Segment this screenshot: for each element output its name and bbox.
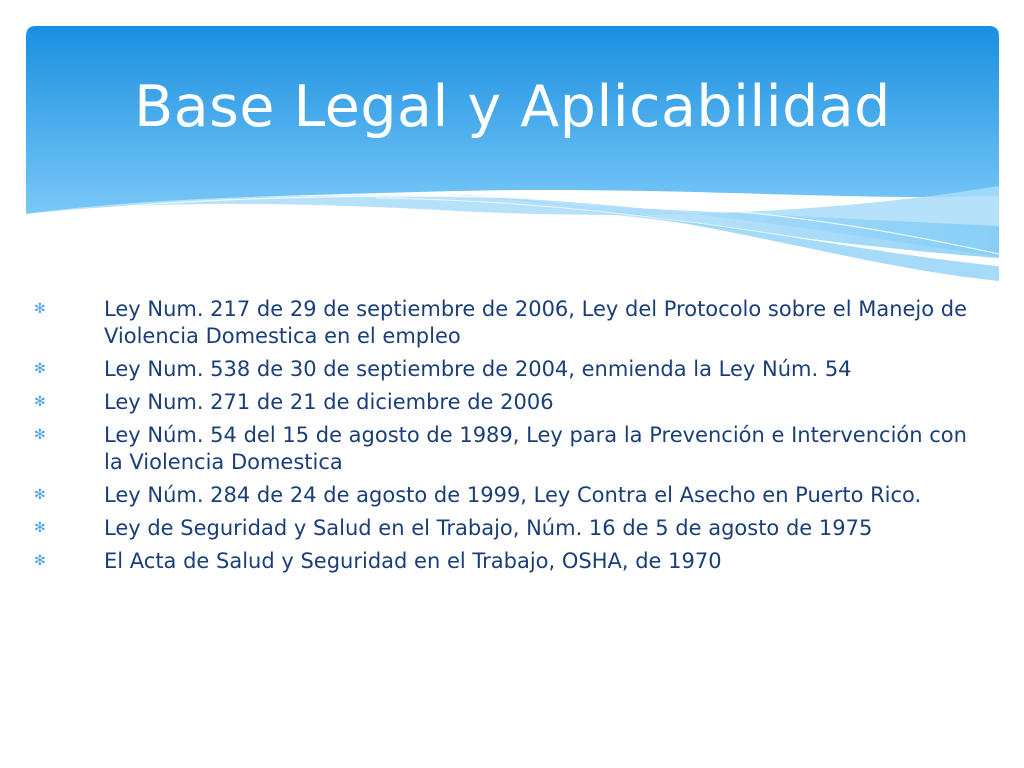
asterisk-bullet-icon: ✻ [34, 301, 46, 317]
list-item [32, 422, 972, 476]
list-item [32, 482, 972, 509]
bullet-list [32, 296, 972, 581]
list-item-text: Ley Núm. 54 del 15 de agosto de 1989, Ley para la Prevención e Intervención con la Violencia Domestica [104, 423, 967, 474]
list-item [32, 296, 972, 350]
list-item [32, 515, 972, 542]
wave-background [26, 26, 999, 288]
asterisk-bullet-icon: ✻ [34, 487, 46, 503]
list-item-text: Ley Num. 271 de 21 de diciembre de 2006 [104, 390, 554, 414]
header-banner [26, 26, 999, 288]
list-item-text: El Acta de Salud y Seguridad en el Trabajo, OSHA, de 1970 [104, 549, 722, 573]
list-item [32, 548, 972, 575]
asterisk-bullet-icon: ✻ [34, 520, 46, 536]
slide-title: Base Legal y Aplicabilidad [134, 74, 891, 140]
list-item [32, 389, 972, 416]
asterisk-bullet-icon: ✻ [34, 553, 46, 569]
asterisk-bullet-icon: ✻ [34, 361, 46, 377]
list-item-text: Ley de Seguridad y Salud en el Trabajo, Núm. 16 de 5 de agosto de 1975 [104, 516, 873, 540]
list-item [32, 356, 972, 383]
list-item-text: Ley Num. 217 de 29 de septiembre de 2006, Ley del Protocolo sobre el Manejo de Violencia Domestica en el empleo [104, 297, 968, 348]
list-item-text: Ley Num. 538 de 30 de septiembre de 2004, enmienda la Ley Núm. 54 [104, 357, 852, 381]
asterisk-bullet-icon: ✻ [34, 427, 46, 443]
asterisk-bullet-icon: ✻ [34, 394, 46, 410]
list-item-text: Ley Núm. 284 de 24 de agosto de 1999, Ley Contra el Asecho en Puerto Rico. [104, 483, 922, 507]
